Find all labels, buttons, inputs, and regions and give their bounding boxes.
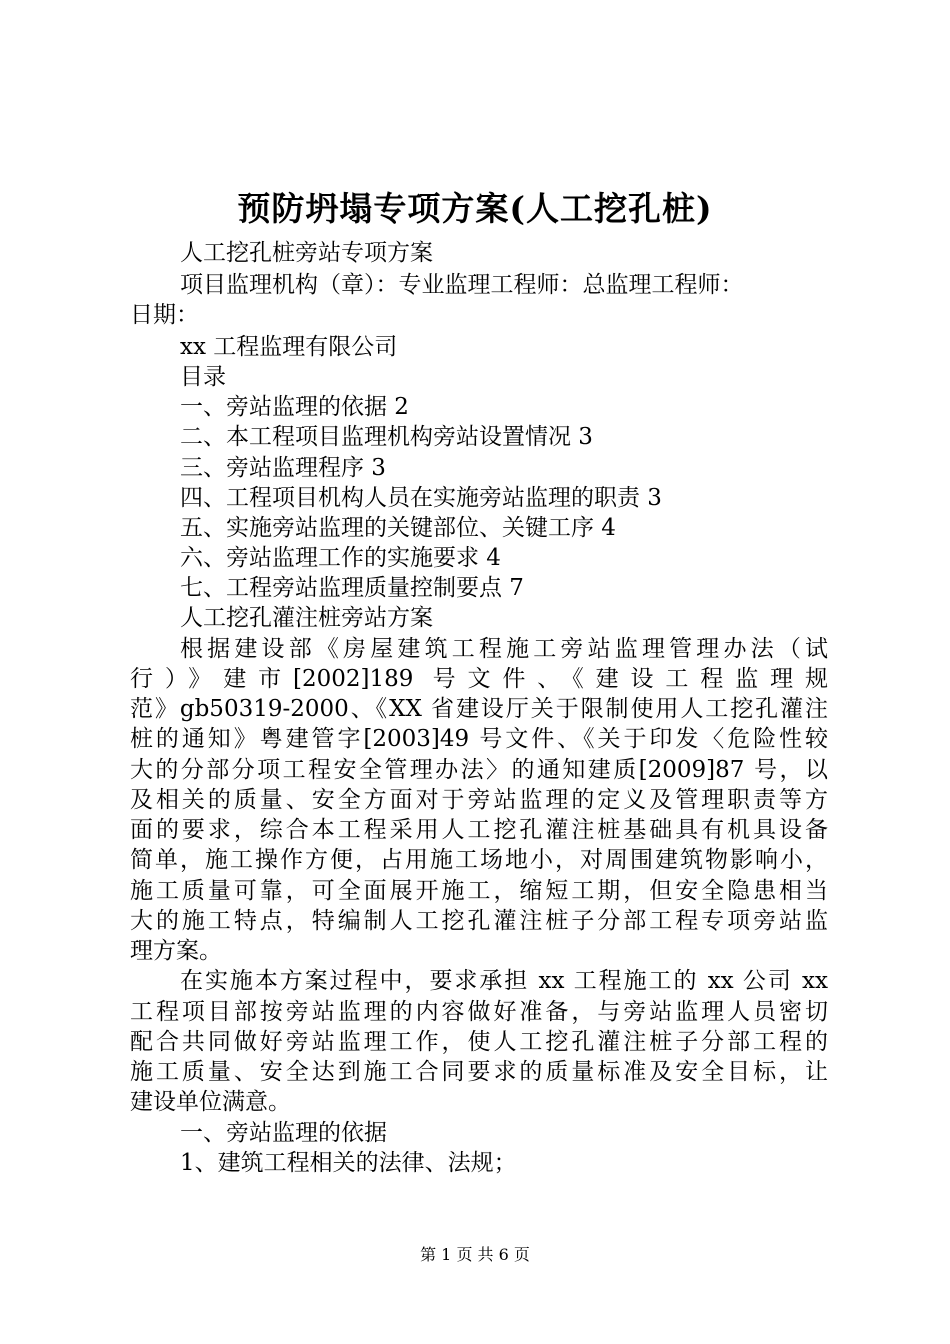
toc-item: 二、本工程项目监理机构旁站设置情况 3 bbox=[180, 424, 593, 450]
paragraph-line: 桩的通知》粤建管字[2003]49 号文件、《关于印发〈危险性较 bbox=[130, 726, 828, 752]
toc-item: 五、实施旁站监理的关键部位、关键工序 4 bbox=[180, 515, 616, 541]
section-heading: 一、旁站监理的依据 bbox=[180, 1120, 387, 1146]
paragraph-line: 施工质量、安全达到施工合同要求的质量标准及安全目标，让 bbox=[130, 1059, 828, 1085]
toc-item: 七、工程旁站监理质量控制要点 7 bbox=[180, 575, 524, 601]
paragraph-line: 大的施工特点，特编制人工挖孔灌注桩子分部工程专项旁站监 bbox=[130, 908, 828, 934]
subtitle: 人工挖孔桩旁站专项方案 bbox=[180, 240, 433, 266]
toc-item: 三、旁站监理程序 3 bbox=[180, 455, 386, 481]
toc-item: 六、旁站监理工作的实施要求 4 bbox=[180, 545, 501, 571]
paragraph-line: 及相关的质量、安全方面对于旁站监理的定义及管理职责等方 bbox=[130, 787, 828, 813]
paragraph-line: 简单，施工操作方便，占用施工场地小，对周围建筑物影响小， bbox=[130, 847, 828, 873]
list-item: 1、建筑工程相关的法律、法规； bbox=[180, 1150, 517, 1176]
section-heading: 人工挖孔灌注桩旁站方案 bbox=[180, 605, 433, 631]
toc-item: 一、旁站监理的依据 2 bbox=[180, 394, 409, 420]
toc-heading: 目录 bbox=[180, 364, 226, 390]
paragraph-line: 根据建设部《房屋建筑工程施工旁站监理管理办法（试 bbox=[180, 636, 828, 662]
paragraph-line: 范》gb50319-2000、《XX 省建设厅关于限制使用人工挖孔灌注 bbox=[130, 696, 828, 722]
paragraph-line: 理方案。 bbox=[130, 938, 222, 964]
signature-line: 项目监理机构（章）：专业监理工程师：总监理工程师： bbox=[180, 272, 744, 298]
paragraph-line: 建设单位满意。 bbox=[130, 1089, 291, 1115]
document-title: 预防坍塌专项方案(人工挖孔桩) bbox=[237, 189, 713, 228]
paragraph-line: 行）》建市[2002]189 号文件、《建设工程监理规 bbox=[130, 666, 828, 692]
paragraph-line: 大的分部分项工程安全管理办法〉的通知建质[2009]87 号，以 bbox=[130, 757, 828, 783]
company-name: xx 工程监理有限公司 bbox=[180, 334, 398, 360]
paragraph-line: 在实施本方案过程中，要求承担 xx 工程施工的 xx 公司 xx bbox=[180, 968, 828, 994]
paragraph-line: 工程项目部按旁站监理的内容做好准备，与旁站监理人员密切 bbox=[130, 999, 828, 1025]
date-line: 日期： bbox=[130, 302, 199, 328]
toc-item: 四、工程项目机构人员在实施旁站监理的职责 3 bbox=[180, 485, 662, 511]
page-number: 第 1 页 共 6 页 bbox=[420, 1245, 530, 1264]
paragraph-line: 面的要求，综合本工程采用人工挖孔灌注桩基础具有机具设备 bbox=[130, 817, 828, 843]
paragraph-line: 施工质量可靠，可全面展开施工，缩短工期，但安全隐患相当 bbox=[130, 878, 828, 904]
paragraph-line: 配合共同做好旁站监理工作，使人工挖孔灌注桩子分部工程的 bbox=[130, 1029, 828, 1055]
